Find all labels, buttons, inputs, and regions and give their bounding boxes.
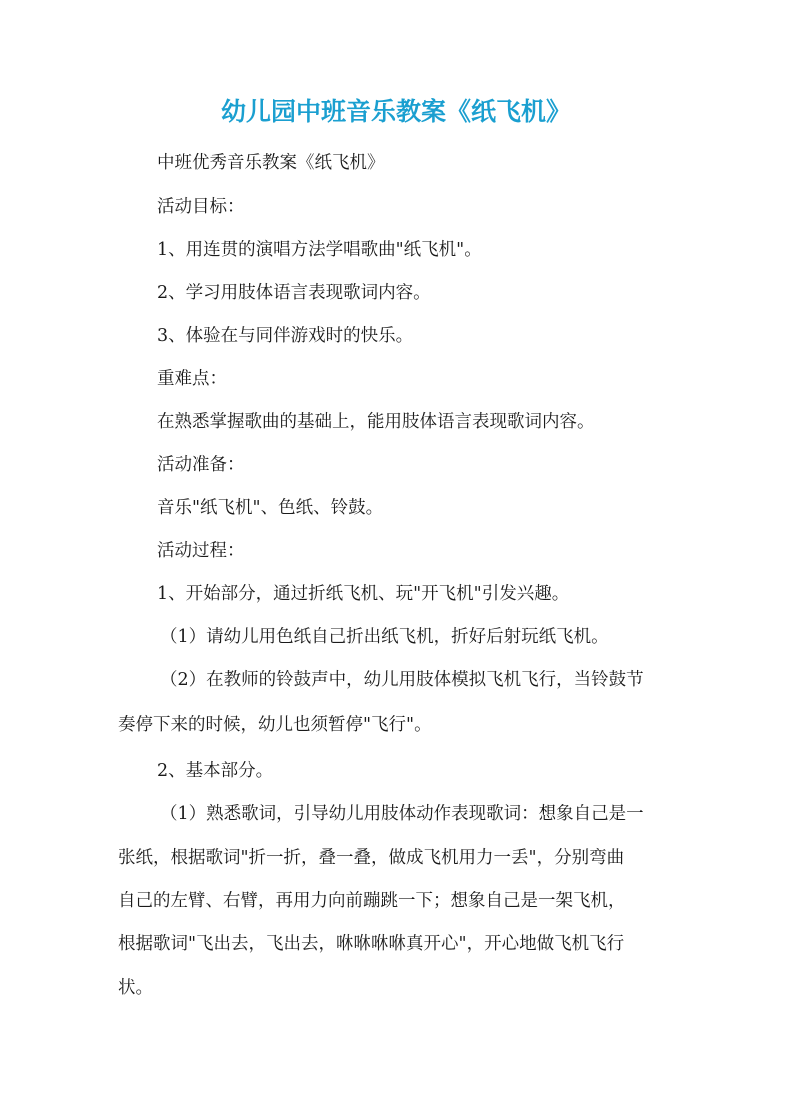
key-points-text: 在熟悉掌握歌曲的基础上，能用肢体语言表现歌词内容。 [157,412,595,432]
goal-item-3: 3、体验在与同伴游戏时的快乐。 [157,326,414,346]
preparation-text: 音乐"纸飞机"、色纸、铃鼓。 [157,498,384,518]
process-step-1-sub-1: （1）请幼儿用色纸自己折出纸飞机，折好后射玩纸飞机。 [160,627,609,647]
section-heading-key-points: 重难点： [157,369,227,389]
section-heading-preparation: 活动准备： [157,455,245,475]
process-step-2-sub-1-line-3: 自己的左臂、右臂，再用力向前蹦跳一下；想象自己是一架飞机， [118,891,626,911]
process-step-1: 1、开始部分，通过折纸飞机、玩"开飞机"引发兴趣。 [157,584,570,604]
section-heading-goals: 活动目标： [157,197,245,217]
process-step-1-sub-2: （2）在教师的铃鼓声中，幼儿用肢体模拟飞机飞行，当铃鼓节 [160,670,644,690]
process-step-2: 2、基本部分。 [157,761,274,781]
section-heading-process: 活动过程： [157,541,245,561]
goal-item-2: 2、学习用肢体语言表现歌词内容。 [157,283,431,303]
process-step-2-sub-1: （1）熟悉歌词，引导幼儿用肢体动作表现歌词：想象自己是一 [160,804,644,824]
process-step-1-sub-2-continued: 奏停下来的时候，幼儿也须暂停"飞行"。 [118,715,432,735]
process-step-2-sub-1-line-5: 状。 [118,978,153,998]
page-title: 幼儿园中班音乐教案《纸飞机》 [220,97,571,126]
process-step-2-sub-1-line-2: 张纸，根据歌词"折一折，叠一叠，做成飞机用力一丢"，分别弯曲 [118,848,625,868]
goal-item-1: 1、用连贯的演唱方法学唱歌曲"纸飞机"。 [157,240,482,260]
subtitle-line: 中班优秀音乐教案《纸飞机》 [157,153,385,173]
process-step-2-sub-1-line-4: 根据歌词"飞出去，飞出去，咻咻咻咻真开心"，开心地做飞机飞行 [118,934,625,954]
